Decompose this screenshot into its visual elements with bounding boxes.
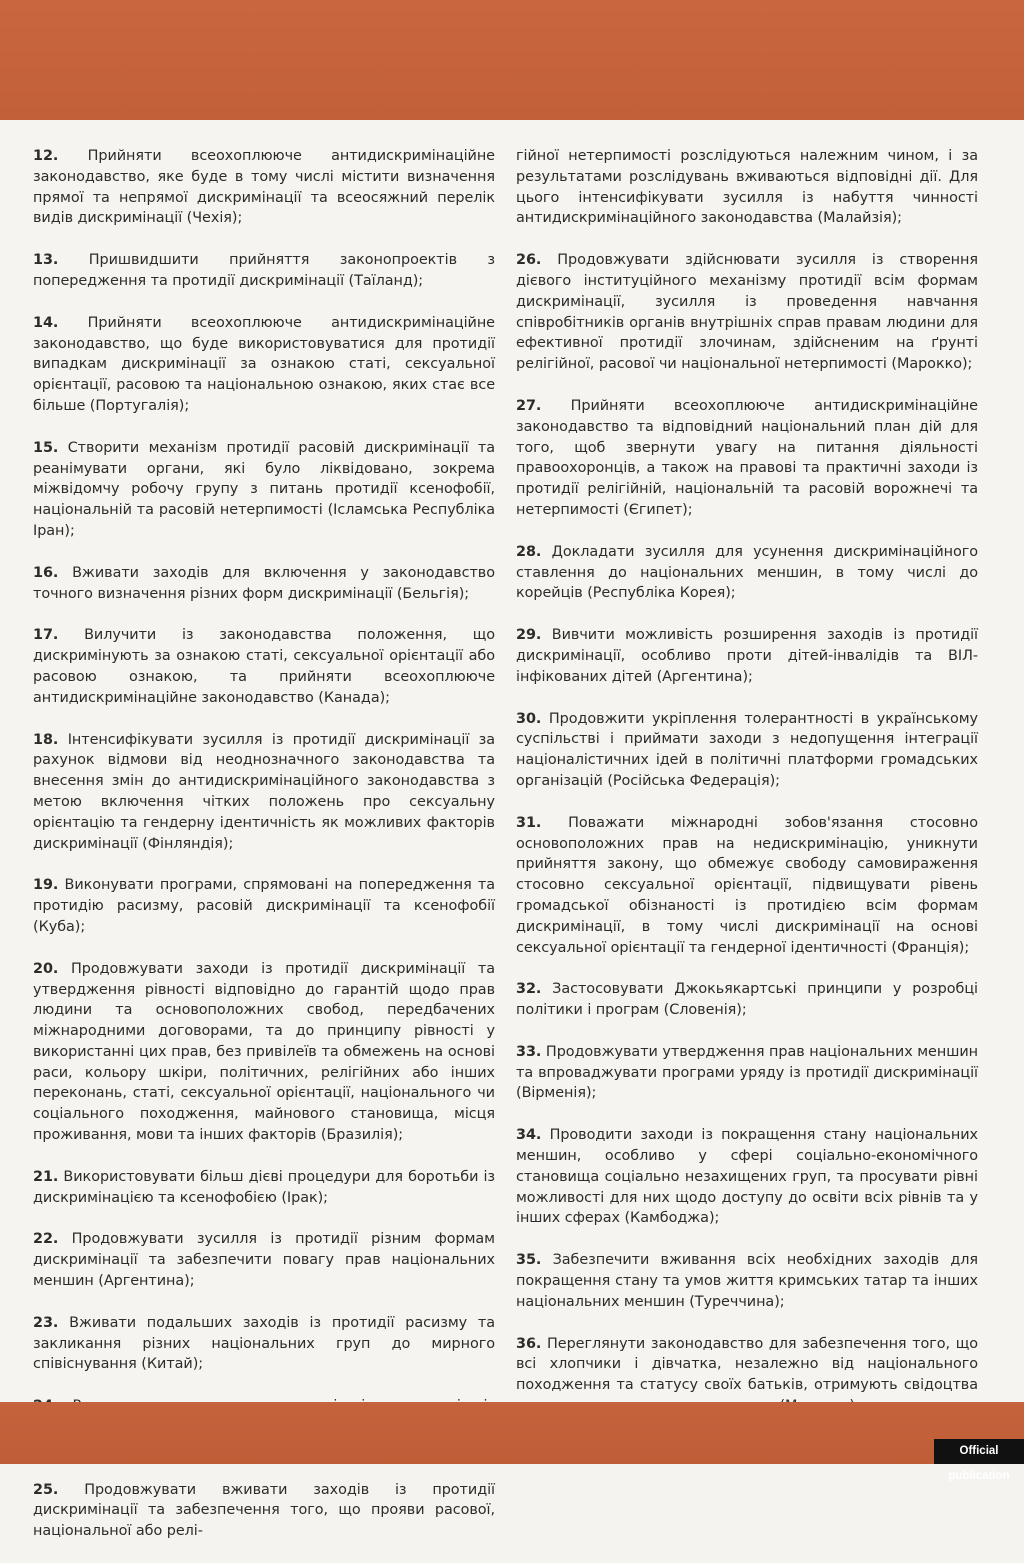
recommendation-number: 18.	[33, 731, 59, 748]
recommendation-number: 32.	[516, 981, 542, 998]
recommendation-number: 27.	[516, 397, 542, 414]
recommendation-text: Докладати зусилля для усунення дискримінаційного ставлення до національних меншин, в тому числі до корейців (Республіка Корея);	[516, 543, 979, 602]
recommendation-text: Продовжувати заходи із протидії дискримінації та утвердження рівності відповідно до гарантій щодо прав людини та основоположних свобод, передбачених міжнародними договорами, та до принципу рівності у використанні цих прав, без привілеїв та обмежень на основі раси, кольору шкіри, політичних, релігійних або інших переконань, статі, сексуальної орієнтації, національного чи соціального походження, майнового становища, місця проживання, мови та інших факторів (Бразилія);	[33, 960, 495, 1144]
recommendation-text: Вживати заходів для включення у законодавство точного визначення різних форм дискримінації (Бельгія);	[33, 564, 495, 602]
recommendation-item	[33, 625, 495, 708]
recommendation-number: 33.	[516, 1043, 542, 1060]
recommendation-item	[516, 813, 978, 959]
recommendation-number: 17.	[33, 627, 59, 644]
left-column	[33, 146, 495, 1563]
recommendation-text: Продовжувати здійснювати зусилля із створення дієвого інституційного механізму протидії всім формам дискримінації, зусилля із проведення навчання співробітників органів внутрішніх справ правам людини для ефективної протидії злочинам, здійсненим на ґрунті релігійної, расової чи національної нетерпимості (Марокко);	[516, 252, 978, 373]
recommendation-text: Інтенсифікувати зусилля із протидії дискримінації за рахунок відмови від неоднозначного законодавства та внесення змін до антидискримінаційного законодавства з метою включення чітких положень про сексуальну орієнтацію та гендерну ідентичність як можливих факторів дискримінації (Фінляндія);	[33, 731, 495, 852]
recommendation-number: 22.	[33, 1231, 59, 1248]
recommendation-number: 20.	[33, 960, 59, 977]
recommendation-item	[33, 438, 495, 542]
recommendation-item	[516, 1250, 978, 1312]
recommendation-number: 31.	[516, 814, 542, 831]
recommendation-text: Використовувати більш дієві процедури для боротьби із дискримінацією та ксенофобією (Ірак);	[33, 1168, 495, 1206]
recommendation-text: Прийняти всеохоплююче антидискримінаційне законодавство, що буде використовуватися для протидії випадкам дискримінації за ознакою статі, сексуальної орієнтації, расовою та національною ознакою, яких стає все більше (Португалія);	[33, 314, 495, 414]
recommendation-item	[516, 625, 978, 687]
recommendation-item	[33, 959, 495, 1146]
recommendation-item	[516, 1042, 978, 1104]
recommendation-item	[33, 875, 495, 937]
recommendation-number: 14.	[33, 314, 59, 331]
official-publication-badge: Official publication	[934, 1439, 1024, 1464]
recommendation-number: 23.	[33, 1314, 59, 1331]
recommendation-number: 19.	[33, 877, 59, 894]
recommendation-number: 16.	[33, 564, 59, 581]
recommendation-text: гійної нетерпимості розслідуються належним чином, і за результатами розслідувань вживаються відповідні дії. Для цього інтенсифікувати зусилля із набуття чинності антидискримінаційного законодавства (Малайзія);	[516, 148, 978, 227]
recommendation-text: Продовжувати зусилля із протидії різним формам дискримінації та забезпечити повагу прав національних меншин (Аргентина);	[33, 1231, 495, 1290]
recommendation-text: Переглянути законодавство для забезпечення того, що всі хлопчики і дівчатка, незалежно від національного походження та статусу своїх батьків, отримують свідоцтва	[516, 1335, 978, 1394]
recommendation-text: Вилучити із законодавства положення, що дискримінують за ознакою статі, сексуальної орієнтації або расовою ознакою, та прийняти всеохоплююче антидискримінаційне законодавство (Канада);	[33, 627, 495, 706]
recommendation-item	[516, 250, 978, 375]
recommendation-text: Вивчити можливість розширення заходів із протидії дискримінації, особливо проти дітей-інвалідів та ВІЛ-інфікованих дітей (Аргентина);	[516, 627, 979, 685]
recommendation-text: Застосовувати Джокьякартські принципи у розробці політики і програм (Словенія);	[516, 981, 979, 1019]
recommendation-number: 35.	[516, 1252, 542, 1269]
recommendation-text: Пришвидшити прийняття законопроектів з попередження та протидії дискримінації (Таїланд);	[33, 252, 495, 289]
recommendation-number: 36.	[516, 1335, 542, 1352]
recommendation-item	[516, 1125, 978, 1229]
recommendation-item	[33, 1313, 495, 1375]
recommendation-text: Виконувати програми, спрямовані на попередження та протидію расизму, расовій дискримінації та ксенофобії (Куба);	[33, 877, 496, 935]
recommendation-text: Створити механізм протидії расовій дискримінації та реанімувати органи, які було ліквідовано, зокрема міжвідомчу робочу групу з питань протидії ксенофобії, національній та расовій нетерпимості (Ісламська Республіка Іран);	[33, 439, 495, 539]
recommendation-item	[33, 250, 495, 292]
recommendation-number: 13.	[33, 252, 59, 269]
recommendation-item	[516, 396, 978, 521]
recommendation-item	[516, 146, 978, 229]
recommendation-number: 12.	[33, 148, 59, 164]
recommendation-item	[33, 563, 495, 605]
recommendation-number: 15.	[33, 439, 59, 456]
recommendation-item	[33, 313, 495, 417]
recommendation-text: Продовжити укріплення толерантності в українському суспільстві і приймати заходи з недопущення інтеграції націоналістичних ідей в політичні платформи громадських організацій (Російська Федерація);	[516, 710, 978, 789]
recommendation-number: 28.	[516, 543, 542, 560]
recommendation-item	[33, 1229, 495, 1291]
recommendation-item	[33, 1480, 495, 1542]
recommendation-text: Проводити заходи із покращення стану національних меншин, особливо у сфері соціально-економічного становища соціально незахищених груп, та просувати рівні можливості для них щодо доступу до освіти всіх рівнів та у інших сферах (Камбоджа);	[516, 1127, 978, 1227]
recommendation-text: Забезпечити вживання всіх необхідних заходів для покращення стану та умов життя кримських татар та інших національних меншин (Туреччина);	[516, 1252, 978, 1310]
recommendation-number: 30.	[516, 710, 542, 727]
recommendation-item	[516, 709, 978, 792]
recommendation-item	[516, 542, 978, 604]
right-column	[516, 146, 978, 1438]
top-orange-band	[0, 0, 1024, 120]
recommendation-text: Поважати міжнародні зобов'язання стосовно основоположних прав на недискримінацію, уникнути прийняття закону, що обмежує свободу самовираження стосовно сексуальної орієнтації, підвищувати рівень громадської обізнаності із протидією всім формам дискримінації, в тому числі дискримінації на основі сексуальної орієнтації та гендерної ідентичності (Франція);	[516, 814, 978, 956]
bottom-orange-band	[0, 1402, 1024, 1464]
recommendation-item	[33, 1167, 495, 1209]
recommendation-number: 34.	[516, 1127, 542, 1144]
recommendation-item	[33, 146, 495, 229]
recommendation-number: 21.	[33, 1168, 59, 1185]
recommendation-text: Продовжувати вживати заходів із протидії дискримінації та забезпечення того, що прояви расової, національної або релі-	[33, 1481, 495, 1540]
recommendation-text: Прийняти всеохоплююче антидискримінаційне законодавство, яке буде в тому числі містити визначення прямої та непрямої дискримінації та всеосяжний перелік видів дискримінації (Чехія);	[33, 148, 495, 227]
recommendation-text: Вживати подальших заходів із протидії расизму та закликання різних національних груп до мирного співіснування (Китай);	[33, 1314, 496, 1373]
recommendation-number: 29.	[516, 627, 542, 644]
recommendation-number: 25.	[33, 1481, 59, 1498]
recommendation-item	[516, 979, 978, 1021]
recommendation-text: Продовжувати утвердження прав національних меншин та впроваджувати програми уряду із протидії дискримінації (Вірменія);	[516, 1043, 978, 1102]
recommendation-number: 26.	[516, 252, 542, 269]
recommendation-text: Прийняти всеохоплююче антидискримінаційне законодавство та відповідний національний план дій для того, щоб звернути увагу на питання діяльності правоохоронців, а також на правові та практичні заходи із протидії релігійній, національній та расовій ворожнечі та нетерпимості (Єгипет);	[516, 397, 978, 518]
recommendation-item	[33, 730, 495, 855]
